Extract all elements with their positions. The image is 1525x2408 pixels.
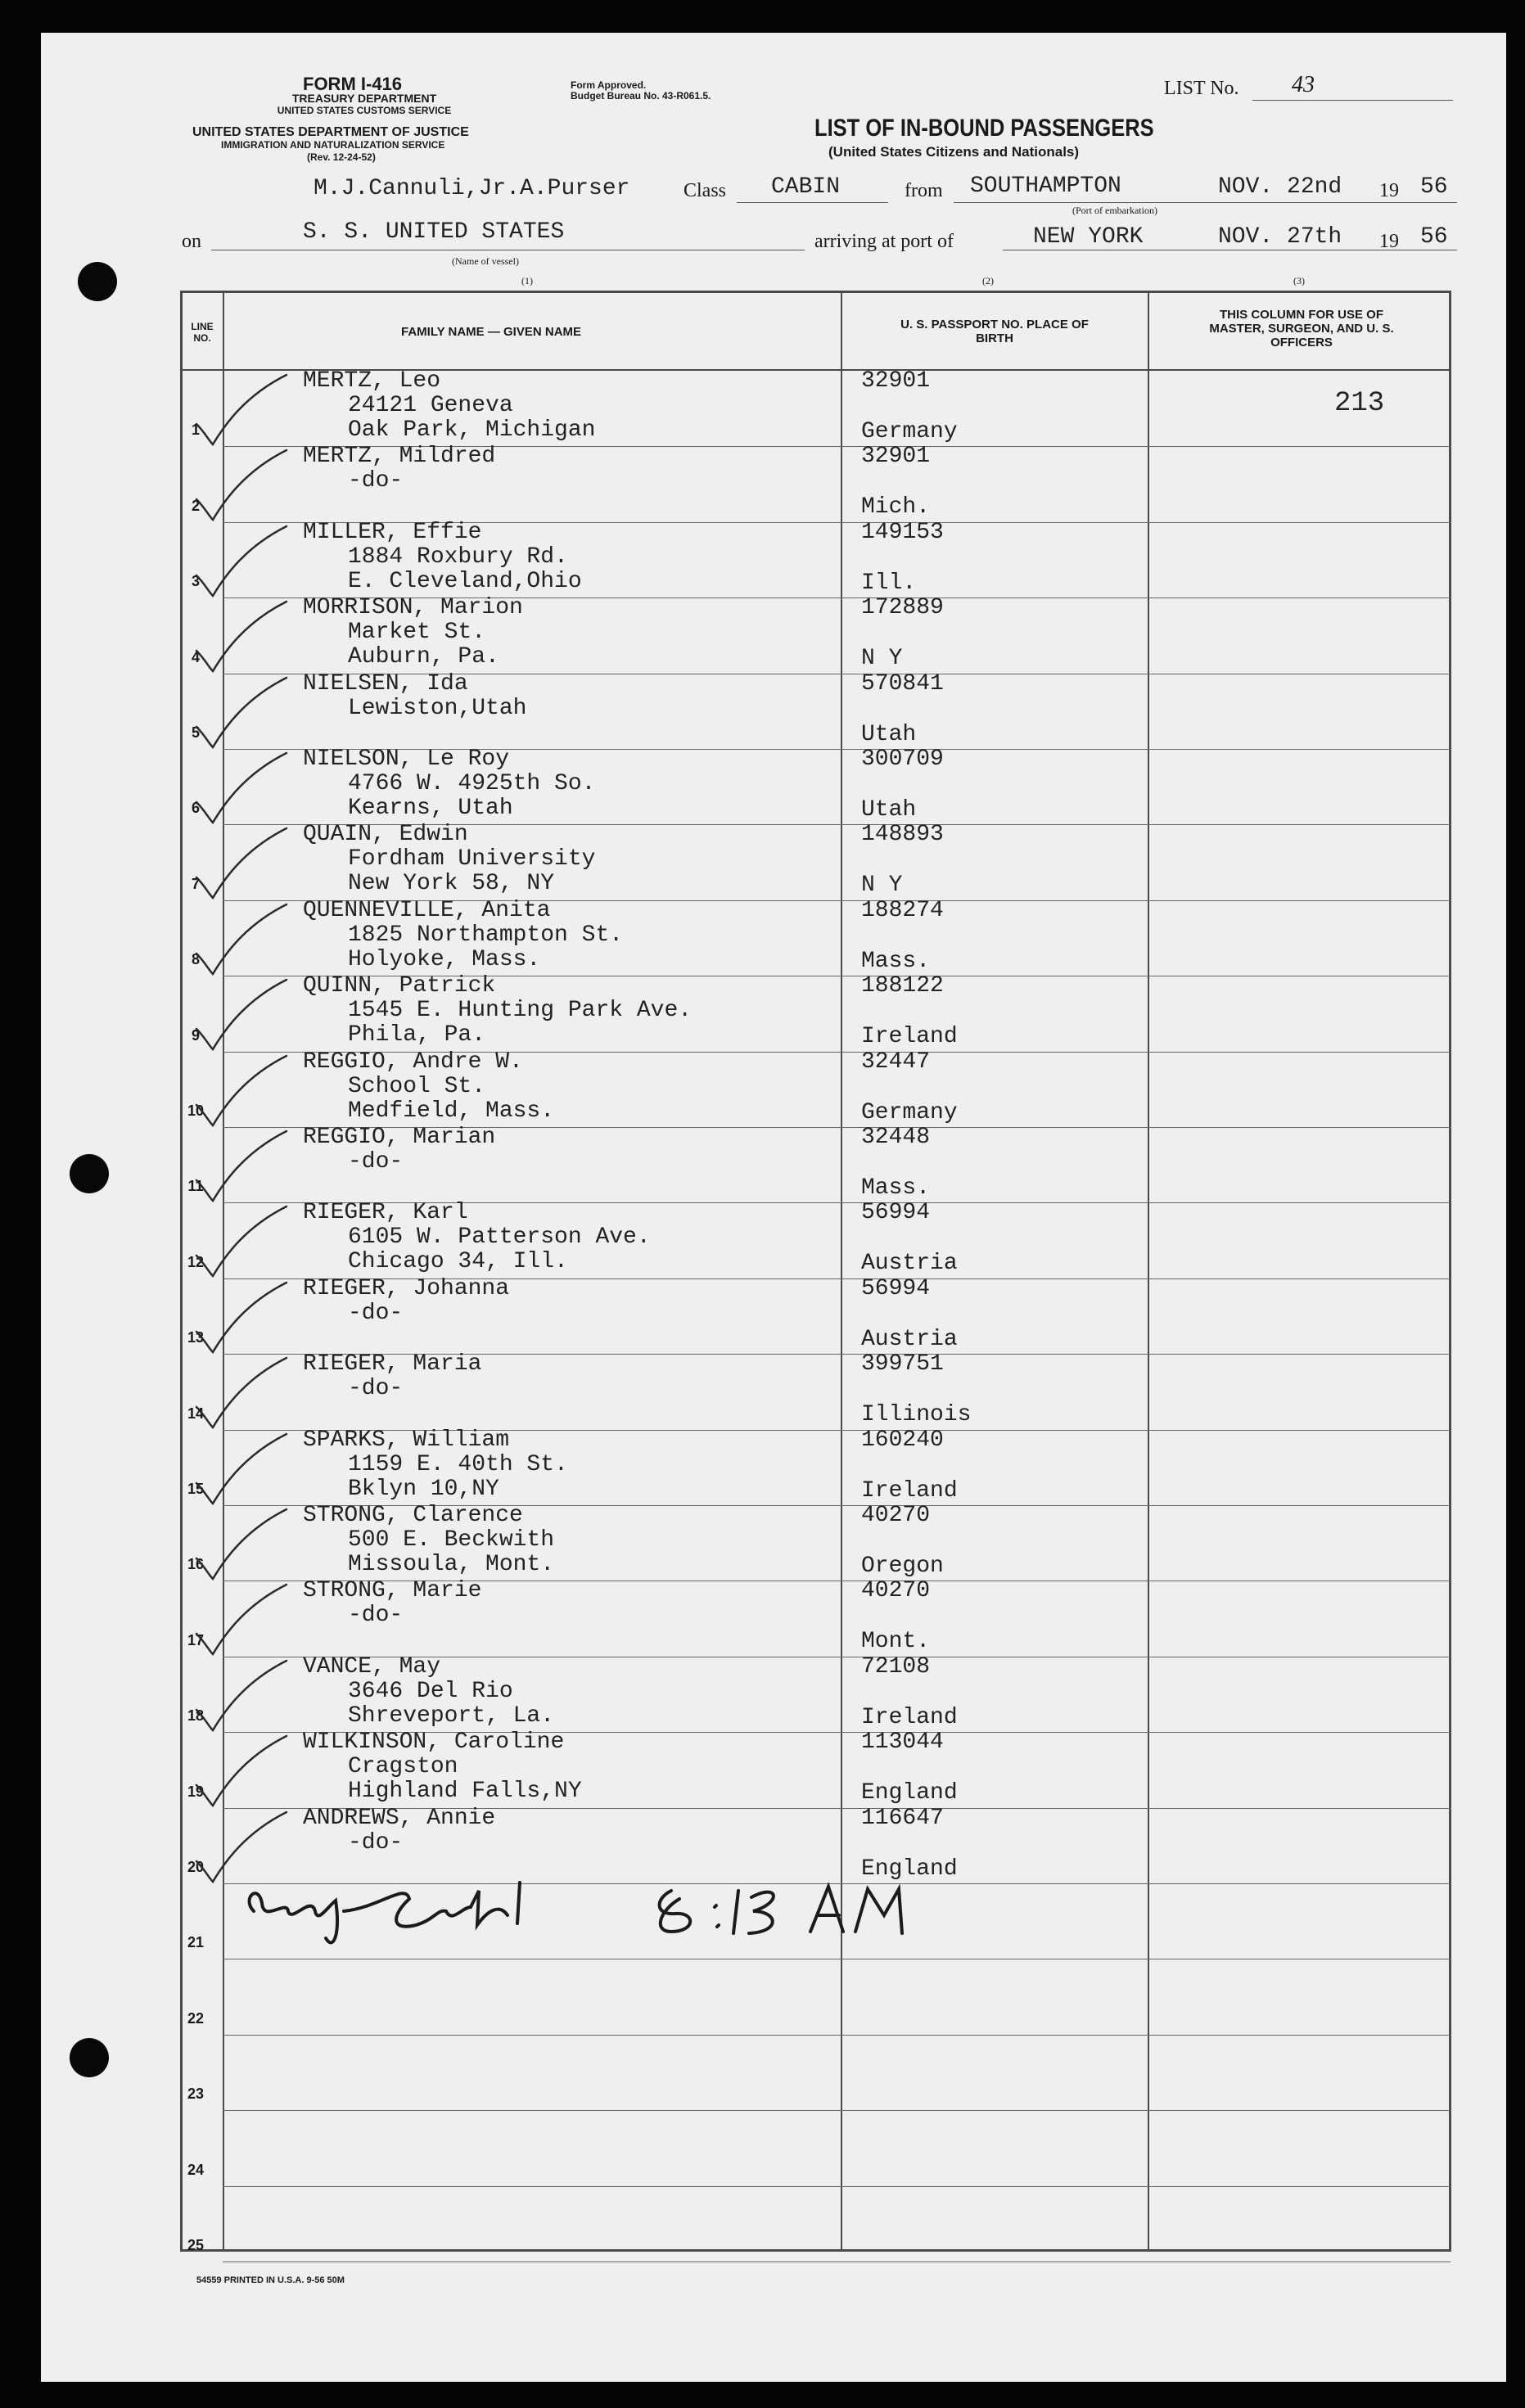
col2-number: (2) — [982, 275, 994, 286]
dept-treasury: TREASURY DEPARTMENT — [291, 92, 437, 105]
row-divider — [223, 2035, 1451, 2036]
place-of-birth: Austria — [861, 1327, 958, 1352]
revision-date: (Rev. 12-24-52) — [307, 151, 376, 163]
place-of-birth: England — [861, 1856, 958, 1882]
purser-name: M.J.Cannuli,Jr.A.Purser — [314, 176, 630, 201]
address-line-2: E. Cleveland,Ohio — [348, 569, 582, 594]
place-of-birth: Ill. — [861, 570, 917, 596]
passport-number: 40270 — [861, 1503, 931, 1528]
passenger-name: MILLER, Effie — [303, 520, 482, 545]
form-number: FORM I-416 — [303, 74, 403, 94]
address-line-1: Lewiston,Utah — [348, 696, 527, 721]
passport-number: 32901 — [861, 444, 931, 469]
place-of-birth: Mass. — [861, 1175, 931, 1201]
address-line-1: -do- — [348, 1149, 404, 1175]
passport-number: 72108 — [861, 1654, 931, 1680]
passenger-name: NIELSEN, Ida — [303, 671, 468, 697]
arrival-port: NEW YORK — [1033, 224, 1144, 250]
address-line-2: Oak Park, Michigan — [348, 417, 596, 443]
col-header-line-no: LINE NO. — [191, 321, 214, 344]
passenger-name: MORRISON, Marion — [303, 595, 523, 620]
place-of-birth: Mich. — [861, 494, 931, 520]
departure-year: 56 — [1420, 174, 1448, 200]
passport-number: 570841 — [861, 671, 944, 697]
passenger-name: REGGIO, Andre W. — [303, 1049, 523, 1075]
address-line-1: -do- — [348, 1301, 404, 1326]
address-line-2: Shreveport, La. — [348, 1703, 555, 1729]
binder-hole — [78, 262, 117, 301]
passport-number: 188122 — [861, 973, 944, 999]
line-number: 20 — [187, 1859, 205, 1875]
place-of-birth: Mont. — [861, 1629, 931, 1654]
from-label: from — [905, 180, 943, 201]
table-right-border — [1449, 291, 1451, 2251]
line-number: 23 — [187, 2086, 205, 2102]
table-left-border — [180, 291, 183, 2251]
form-title: LIST OF IN-BOUND PASSENGERS — [814, 115, 1154, 142]
handwritten-signature — [237, 1866, 925, 1956]
place-of-birth: England — [861, 1780, 958, 1806]
class-value: CABIN — [771, 174, 841, 200]
passenger-name: RIEGER, Maria — [303, 1351, 482, 1377]
list-no-rule — [1252, 100, 1453, 101]
passport-number: 116647 — [861, 1806, 944, 1831]
passport-number: 32901 — [861, 368, 931, 394]
address-line-1: 3646 Del Rio — [348, 1679, 513, 1704]
line-number: 8 — [191, 951, 200, 967]
address-line-2: Chicago 34, Ill. — [348, 1249, 568, 1274]
arrival-year-prefix: 19 — [1379, 231, 1399, 252]
address-line-2: Missoula, Mont. — [348, 1552, 555, 1577]
place-of-birth: Illinois — [861, 1402, 972, 1427]
address-line-1: 1159 E. 40th St. — [348, 1452, 568, 1477]
form-approved: Form Approved. — [571, 79, 647, 91]
address-line-1: -do- — [348, 1603, 404, 1628]
line-number: 11 — [187, 1178, 204, 1194]
vessel-name: S. S. UNITED STATES — [303, 219, 565, 245]
binder-hole — [70, 1154, 109, 1193]
address-line-1: 4766 W. 4925th So. — [348, 771, 596, 796]
passport-number: 56994 — [861, 1276, 931, 1301]
place-of-birth: Austria — [861, 1251, 958, 1276]
on-label: on — [182, 231, 201, 252]
address-line-1: 1545 E. Hunting Park Ave. — [348, 998, 693, 1023]
dept-immigration: IMMIGRATION AND NATURALIZATION SERVICE — [221, 139, 445, 151]
line-number: 9 — [191, 1027, 200, 1044]
passport-number: 32447 — [861, 1049, 931, 1075]
passenger-name: WILKINSON, Caroline — [303, 1729, 565, 1755]
address-line-1: 1825 Northampton St. — [348, 922, 624, 948]
officer-notation: 213 — [1334, 388, 1385, 419]
line-number: 16 — [187, 1556, 205, 1572]
arrival-year: 56 — [1420, 224, 1448, 250]
line-number: 21 — [187, 1934, 205, 1950]
list-no-label: LIST No. — [1164, 78, 1239, 99]
line-number: 14 — [187, 1405, 205, 1422]
address-line-1: Fordham University — [348, 846, 596, 872]
passport-number: 172889 — [861, 595, 944, 620]
passenger-name: MERTZ, Leo — [303, 368, 441, 394]
line-number: 3 — [191, 573, 200, 589]
line-number: 15 — [187, 1481, 205, 1497]
line-number: 17 — [187, 1632, 205, 1648]
address-line-2: Highland Falls,NY — [348, 1779, 582, 1804]
dept-customs: UNITED STATES CUSTOMS SERVICE — [277, 105, 452, 116]
passenger-name: QUAIN, Edwin — [303, 822, 468, 847]
printer-imprint: 54559 PRINTED IN U.S.A. 9-56 50M — [196, 2275, 345, 2285]
address-line-1: 500 E. Beckwith — [348, 1527, 555, 1553]
port-embark-caption: (Port of embarkation) — [1072, 205, 1157, 216]
address-line-1: School St. — [348, 1074, 486, 1099]
line-number: 19 — [187, 1783, 205, 1800]
line-number: 4 — [191, 649, 200, 665]
line-number: 22 — [187, 2010, 205, 2027]
passenger-name: MERTZ, Mildred — [303, 444, 496, 469]
budget-bureau: Budget Bureau No. 43-R061.5. — [571, 90, 711, 101]
departure-year-prefix: 19 — [1379, 180, 1399, 201]
address-line-1: -do- — [348, 1376, 404, 1401]
passport-number: 56994 — [861, 1200, 931, 1225]
passenger-name: QUINN, Patrick — [303, 973, 496, 999]
passenger-name: SPARKS, William — [303, 1427, 510, 1453]
line-number: 18 — [187, 1707, 205, 1724]
line-number: 13 — [187, 1329, 205, 1346]
line-number: 5 — [191, 724, 200, 741]
place-of-birth: Germany — [861, 419, 958, 444]
passenger-name: STRONG, Clarence — [303, 1503, 523, 1528]
col-divider-passport — [841, 291, 842, 2251]
list-no-value: 43 — [1292, 72, 1315, 97]
col3-number: (3) — [1293, 275, 1305, 286]
place-of-birth: N Y — [861, 646, 903, 671]
arriving-label: arriving at port of — [814, 231, 954, 252]
passport-number: 300709 — [861, 746, 944, 772]
port-of-embarkation: SOUTHAMPTON — [970, 174, 1121, 199]
binder-hole — [70, 2038, 109, 2077]
passenger-name: NIELSON, Le Roy — [303, 746, 510, 772]
dept-justice: UNITED STATES DEPARTMENT OF JUSTICE — [192, 125, 469, 139]
line-number: 12 — [187, 1254, 205, 1270]
passenger-name: VANCE, May — [303, 1654, 441, 1680]
passenger-name: RIEGER, Johanna — [303, 1276, 510, 1301]
passport-number: 148893 — [861, 822, 944, 847]
address-line-1: 6105 W. Patterson Ave. — [348, 1224, 651, 1250]
col1-number: (1) — [521, 275, 533, 286]
address-line-2: Kearns, Utah — [348, 796, 513, 821]
place-of-birth: Ireland — [861, 1705, 958, 1730]
departure-date: NOV. 22nd — [1218, 174, 1342, 200]
line-number: 2 — [191, 498, 200, 514]
place-of-birth: Ireland — [861, 1478, 958, 1504]
address-line-1: Cragston — [348, 1754, 458, 1779]
table-top-border — [180, 291, 1449, 293]
line-number: 25 — [187, 2237, 205, 2253]
passenger-name: ANDREWS, Annie — [303, 1806, 496, 1831]
address-line-1: -do- — [348, 468, 404, 494]
date-rule — [1211, 202, 1457, 203]
passport-number: 113044 — [861, 1729, 944, 1755]
passport-number: 399751 — [861, 1351, 944, 1377]
place-of-birth: Utah — [861, 797, 917, 823]
address-line-2: Bklyn 10,NY — [348, 1477, 499, 1502]
line-number: 6 — [191, 800, 200, 816]
col-header-name: FAMILY NAME — GIVEN NAME — [401, 325, 582, 339]
line-number: 10 — [187, 1103, 205, 1119]
passenger-name: STRONG, Marie — [303, 1578, 482, 1603]
passenger-name: REGGIO, Marian — [303, 1125, 496, 1150]
address-line-1: 1884 Roxbury Rd. — [348, 544, 568, 570]
place-of-birth: Ireland — [861, 1024, 958, 1049]
table-bottom-border — [180, 2249, 1451, 2252]
passenger-name: QUENNEVILLE, Anita — [303, 898, 551, 923]
place-of-birth: Germany — [861, 1100, 958, 1125]
vessel-caption: (Name of vessel) — [452, 255, 519, 267]
place-of-birth: Utah — [861, 722, 917, 747]
class-rule — [737, 202, 888, 203]
arrival-date: NOV. 27th — [1218, 224, 1342, 250]
place-of-birth: N Y — [861, 873, 903, 898]
passport-number: 188274 — [861, 898, 944, 923]
passenger-name: RIEGER, Karl — [303, 1200, 468, 1225]
passport-number: 32448 — [861, 1125, 931, 1150]
address-line-2: New York 58, NY — [348, 871, 555, 896]
col-header-passport: U. S. PASSPORT NO. PLACE OF BIRTH — [900, 318, 1089, 345]
passport-number: 149153 — [861, 520, 944, 545]
address-line-2: Medfield, Mass. — [348, 1098, 555, 1124]
place-of-birth: Oregon — [861, 1553, 944, 1579]
col-header-officers: THIS COLUMN FOR USE OF MASTER, SURGEON, AND U. S. OFFICERS — [1209, 308, 1394, 349]
address-line-1: Market St. — [348, 620, 486, 645]
col-divider-officers — [1148, 291, 1149, 2251]
address-line-1: 24121 Geneva — [348, 393, 513, 418]
line-number: 1 — [191, 422, 200, 438]
address-line-2: Auburn, Pa. — [348, 644, 499, 670]
row-divider — [223, 2186, 1451, 2187]
passport-number: 160240 — [861, 1427, 944, 1453]
class-label: Class — [684, 180, 727, 201]
address-line-2: Holyoke, Mass. — [348, 947, 541, 972]
row-divider — [223, 2261, 1451, 2262]
line-number: 7 — [191, 876, 200, 892]
row-divider — [223, 2110, 1451, 2111]
address-line-2: Phila, Pa. — [348, 1022, 486, 1048]
place-of-birth: Mass. — [861, 949, 931, 974]
form-subtitle: (United States Citizens and Nationals) — [828, 144, 1080, 160]
line-number: 24 — [187, 2162, 205, 2178]
passport-number: 40270 — [861, 1578, 931, 1603]
address-line-1: -do- — [348, 1830, 404, 1856]
